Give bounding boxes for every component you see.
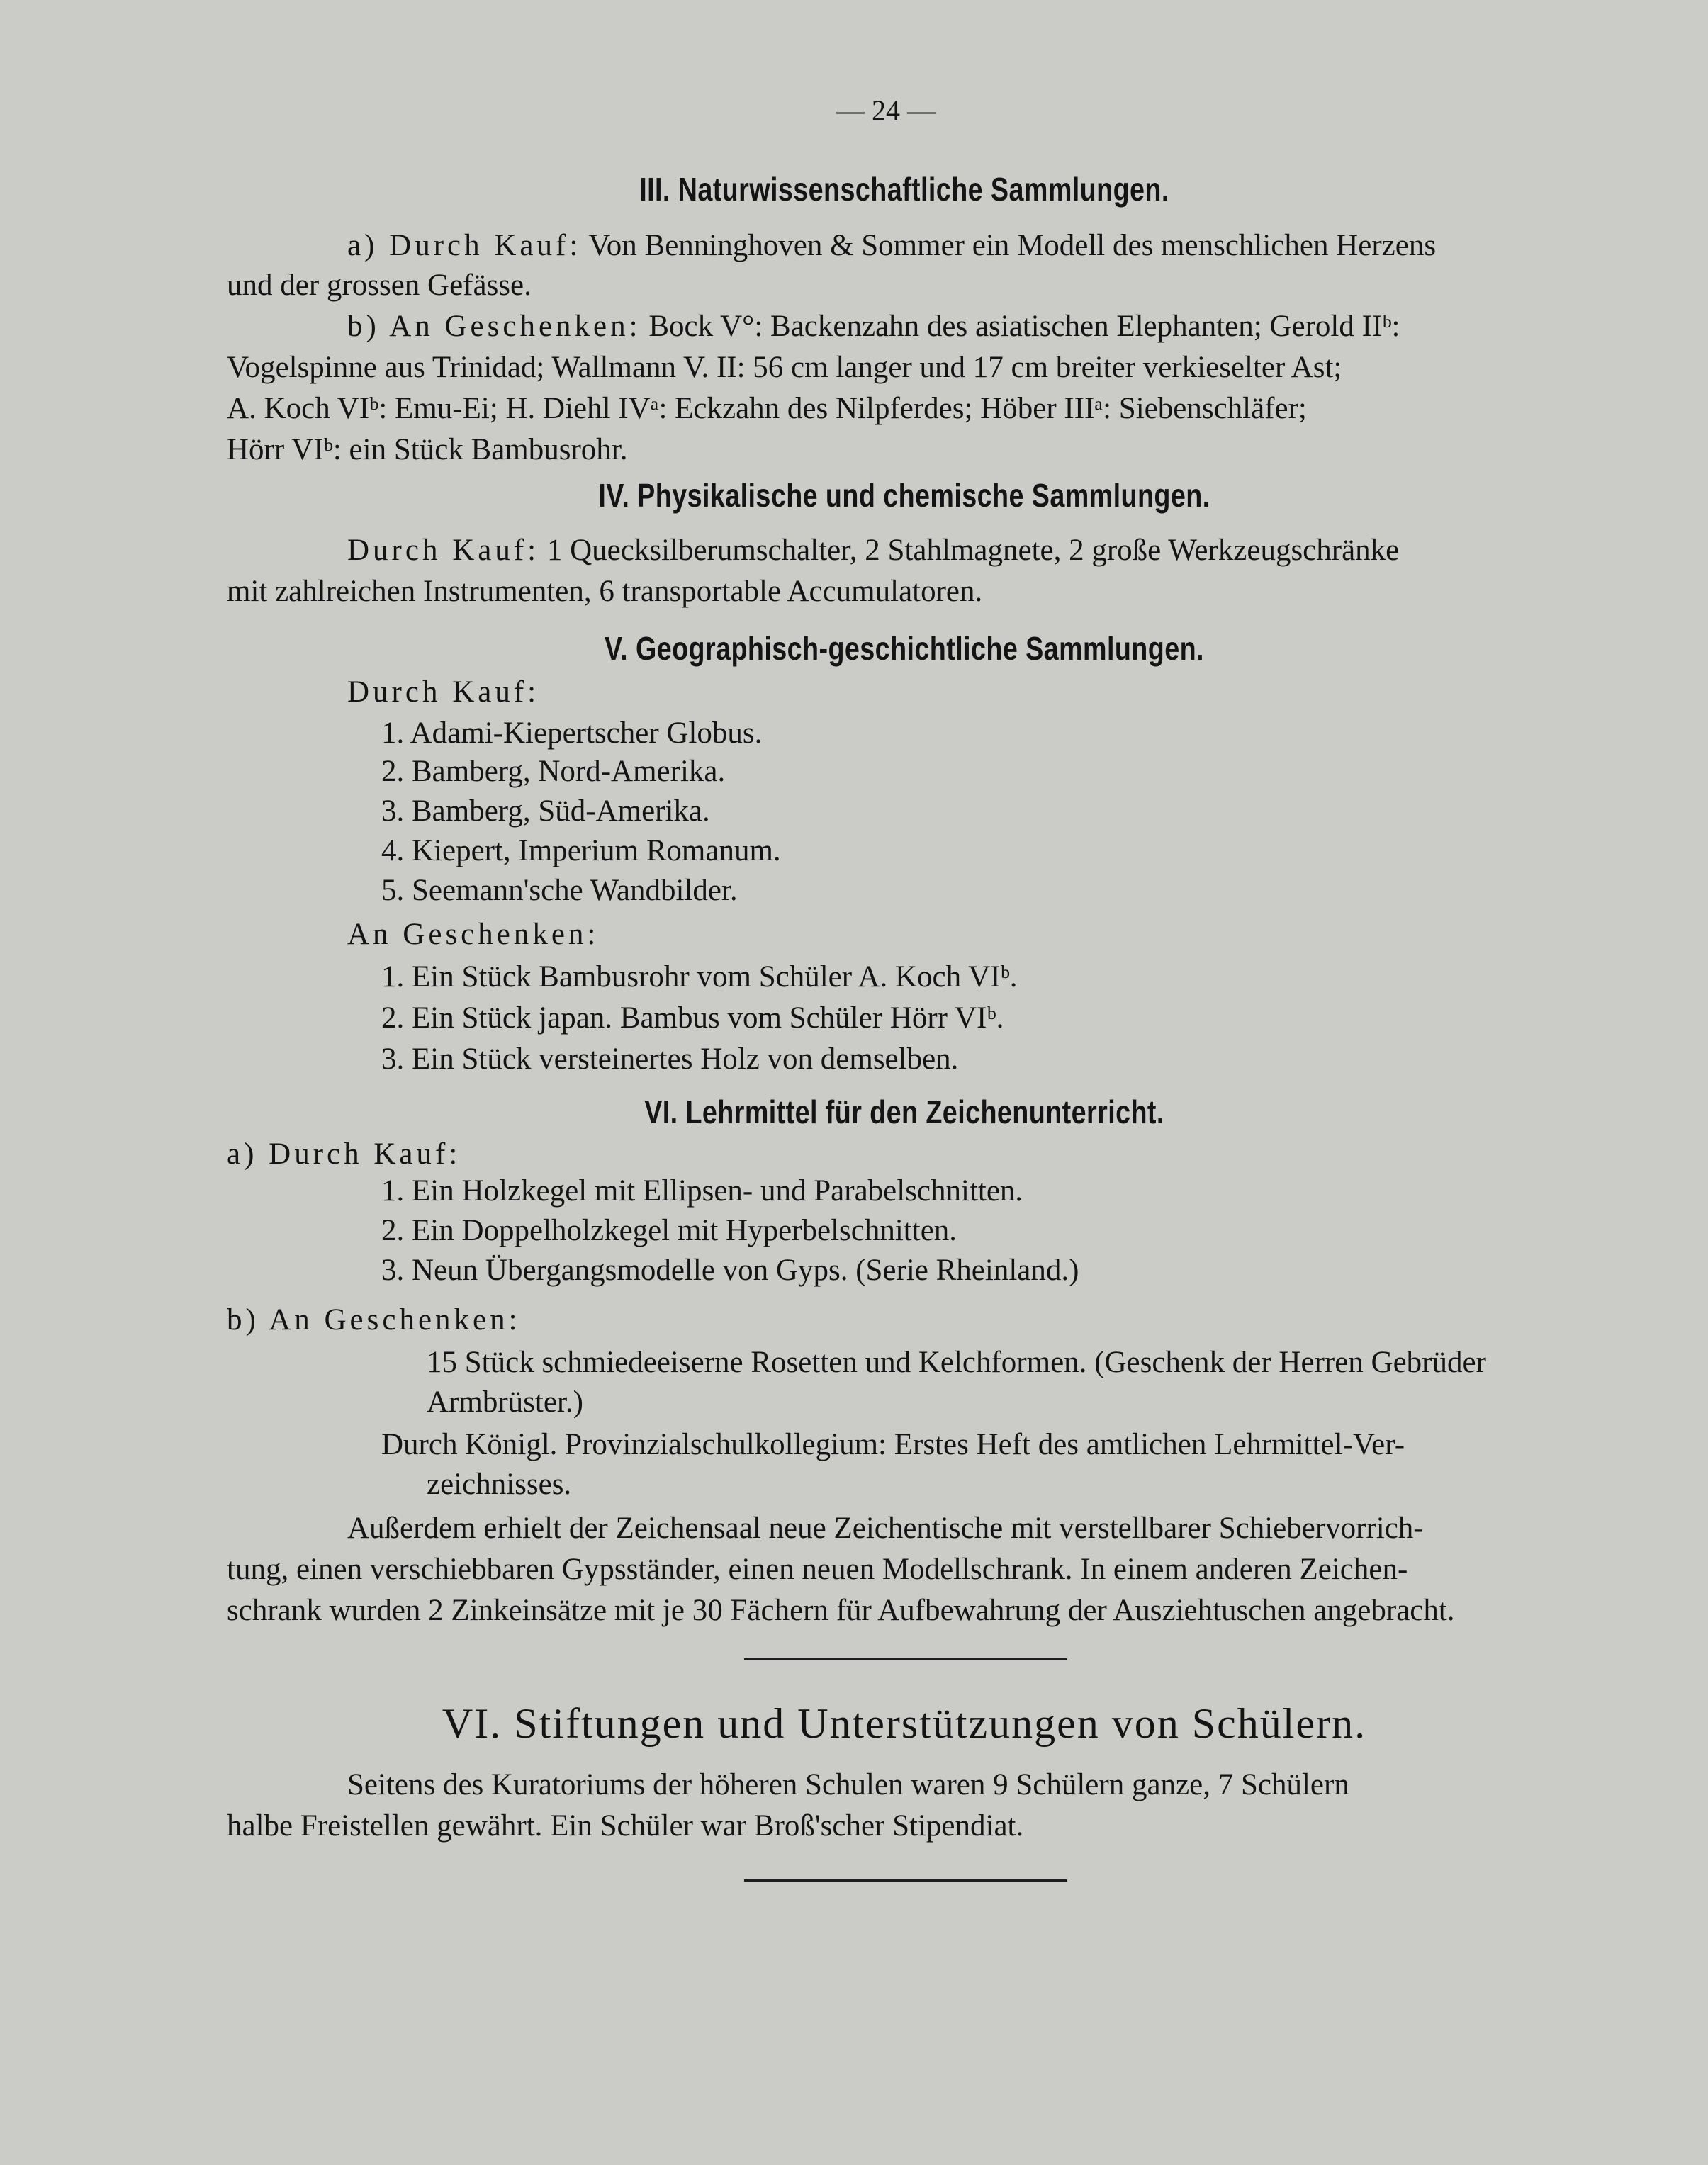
sec3-a-label: a) Durch Kauf: — [347, 229, 582, 262]
sec3-b-text2: Vogelspinne aus Trinidad; Wallmann V. II: 56 cm langer und 17 cm breiter verkieselter Ast; — [227, 351, 1342, 384]
sec4-text1: 1 Quecksilberumschalter, 2 Stahlmagnete, 2 große Werkzeugschränke — [546, 534, 1400, 567]
section-heading-natural-science: III. Naturwissenschaftliche Sammlungen. — [639, 171, 1169, 208]
sec3-b-line — [347, 306, 1582, 347]
list-item: 1. Ein Holzkegel mit Ellipsen- und Parabelschnitten. — [381, 1174, 1023, 1208]
sec3-a-text2: und der grossen Gefässe. — [227, 269, 532, 302]
sec3-b-label: b) An Geschenken: — [347, 310, 641, 343]
list-item: 3. Ein Stück versteinertes Holz von demselben. — [381, 1042, 959, 1076]
list-item: 5. Seemann'sche Wandbilder. — [381, 874, 738, 907]
list-item: 1. Adami-Kiepertscher Globus. — [381, 716, 763, 750]
sec6-para-line2: tung, einen verschiebbaren Gypsständer, einen neuen Modellschrank. In einem anderen Zeichen- — [227, 1553, 1408, 1586]
sec6-para-line1: Außerdem erhielt der Zeichensaal neue Zeichentische mit verstellbarer Schiebervorrich- — [347, 1512, 1424, 1545]
sec4-line1 — [347, 530, 1582, 571]
sec4-text2: mit zahlreichen Instrumenten, 6 transportable Accumulatoren. — [227, 575, 983, 608]
sec3-a-text1: Von Benninghoven & Sommer ein Modell des menschlichen Herzens — [588, 229, 1437, 262]
sec6-b-label: b) An Geschenken: — [227, 1303, 521, 1337]
page-number: — 24 — — [836, 94, 936, 126]
sec6-para-line3: schrank wurden 2 Zinkeinsätze mit je 30 Fächern für Aufbewahrung der Ausziehtuschen angebracht. — [227, 1594, 1455, 1627]
sec6-b-text1: 15 Stück schmiedeeiserne Rosetten und Kelchformen. (Geschenk der Herren Gebrüder — [427, 1346, 1486, 1379]
list-item: 2. Bamberg, Nord-Amerika. — [381, 755, 726, 788]
sec6-b-text4: zeichnisses. — [427, 1468, 572, 1501]
divider — [744, 1879, 1067, 1882]
chapter-text2: halbe Freistellen gewährt. Ein Schüler war Broß'scher Stipendiat. — [227, 1809, 1024, 1843]
sec4-label: Durch Kauf: — [347, 534, 540, 567]
sec5-kauf-label: Durch Kauf: — [347, 675, 540, 709]
sec3-b-text1: Bock V°: Backenzahn des asiatischen Elephanten; Gerold IIᵇ: — [648, 310, 1400, 343]
list-item: 1. Ein Stück Bambusrohr vom Schüler A. Koch VIᵇ. — [381, 960, 1018, 994]
chapter-text1: Seitens des Kuratoriums der höheren Schulen waren 9 Schülern ganze, 7 Schülern — [347, 1768, 1349, 1801]
section-heading-drawing-materials: VI. Lehrmittel für den Zeichenunterricht. — [644, 1093, 1164, 1130]
chapter-heading-scholarships: VI. Stiftungen und Unterstützungen von Schülern. — [442, 1700, 1367, 1747]
list-item: 3. Bamberg, Süd-Amerika. — [381, 794, 710, 828]
list-item: 4. Kiepert, Imperium Romanum. — [381, 834, 781, 867]
sec6-b-text2: Armbrüster.) — [427, 1385, 583, 1419]
section-heading-physics-chemistry: IV. Physikalische und chemische Sammlungen. — [598, 477, 1210, 514]
sec3-b-text4: Hörr VIᵇ: ein Stück Bambusrohr. — [227, 433, 628, 466]
sec5-geschenk-label: An Geschenken: — [347, 918, 600, 951]
section-heading-geography-history: V. Geographisch-geschichtliche Sammlungen. — [605, 630, 1204, 667]
list-item: 3. Neun Übergangsmodelle von Gyps. (Serie Rheinland.) — [381, 1254, 1079, 1287]
sec6-a-label: a) Durch Kauf: — [227, 1137, 461, 1171]
divider — [744, 1658, 1067, 1660]
list-item: 2. Ein Doppelholzkegel mit Hyperbelschnitten. — [381, 1214, 957, 1247]
sec3-a-line — [347, 225, 1582, 266]
sec3-b-text3: A. Koch VIᵇ: Emu-Ei; H. Diehl IVᵃ: Eckzahn des Nilpferdes; Höber IIIᵃ: Siebenschläfer; — [227, 392, 1307, 425]
sec6-b-text3: Durch Königl. Provinzialschulkollegium: Erstes Heft des amtlichen Lehrmittel-Ver- — [381, 1428, 1405, 1461]
list-item: 2. Ein Stück japan. Bambus vom Schüler Hörr VIᵇ. — [381, 1001, 1004, 1035]
